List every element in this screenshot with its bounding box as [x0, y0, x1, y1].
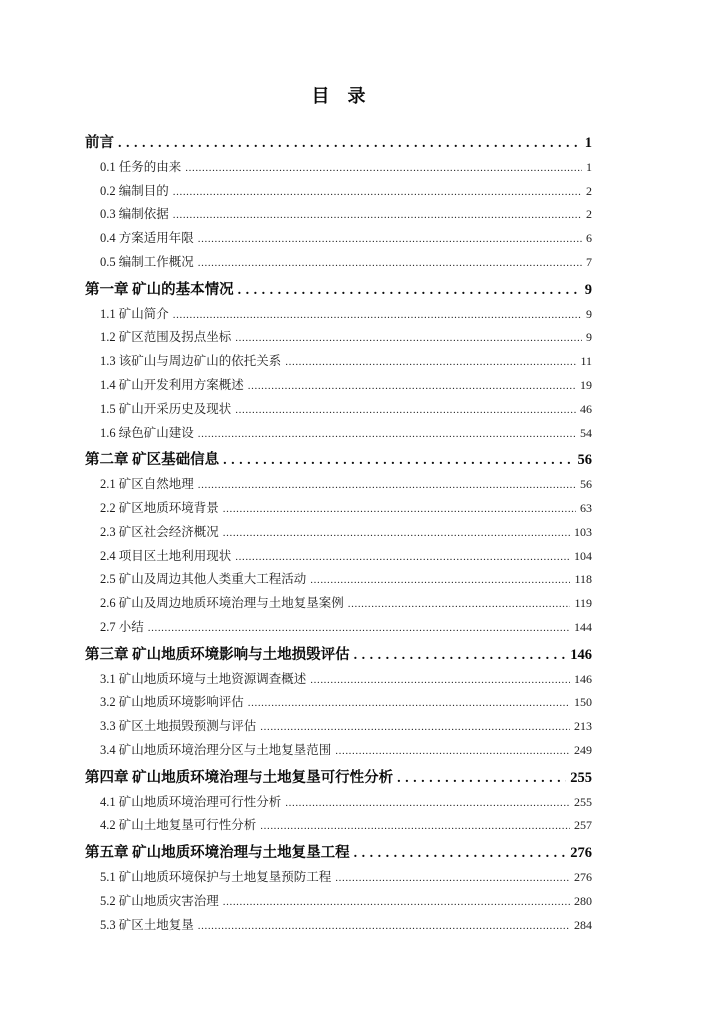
toc-row [85, 914, 592, 938]
toc-entry-label: 2.2 矿区地质环境背景 [100, 500, 219, 515]
toc-entry-label: 3.1 矿山地质环境与土地资源调查概述 [100, 671, 307, 686]
toc-row [85, 568, 592, 592]
toc-row [85, 156, 592, 180]
dot-leader [335, 866, 570, 890]
toc-list [85, 132, 592, 937]
toc-entry-label: 2.1 矿区自然地理 [100, 477, 194, 492]
dot-leader [223, 497, 576, 521]
toc-page-number: 2 [586, 183, 592, 198]
toc-entry-label: 2.6 矿山及周边地质环境治理与土地复垦案例 [100, 596, 344, 611]
toc-page-number: 9 [586, 306, 592, 321]
toc-page-number: 150 [574, 695, 592, 710]
toc-entry-label: 2.7 小结 [100, 619, 144, 634]
toc-entry-label: 1.4 矿山开发利用方案概述 [100, 377, 244, 392]
dot-leader [148, 616, 570, 640]
toc-page-number: 257 [574, 818, 592, 833]
dot-leader [223, 521, 570, 545]
dot-leader [354, 644, 567, 668]
toc-entry-label: 第四章 矿山地质环境治理与土地复垦可行性分析 [85, 769, 394, 786]
toc-row [85, 350, 592, 374]
dot-leader [198, 473, 576, 497]
dot-leader [260, 814, 570, 838]
toc-entry-label: 3.3 矿区土地损毁预测与评估 [100, 719, 257, 734]
dot-leader [285, 350, 576, 374]
toc-row [85, 715, 592, 739]
toc-entry-label: 3.4 矿山地质环境治理分区与土地复垦范围 [100, 742, 332, 757]
toc-page-number: 144 [574, 619, 592, 634]
toc-page-number: 9 [584, 281, 592, 298]
toc-page-number: 1 [586, 159, 592, 174]
dot-leader [354, 842, 567, 866]
toc-page-number: 118 [574, 572, 592, 587]
toc-page-number: 46 [580, 401, 592, 416]
toc-entry-label: 4.2 矿山土地复垦可行性分析 [100, 818, 257, 833]
toc-row [85, 227, 592, 251]
dot-leader [248, 374, 576, 398]
toc-row [85, 374, 592, 398]
toc-entry-label: 2.5 矿山及周边其他人类重大工程活动 [100, 572, 307, 587]
toc-row [85, 422, 592, 446]
toc-content [85, 86, 592, 937]
toc-entry-label: 4.1 矿山地质环境治理可行性分析 [100, 794, 282, 809]
toc-page-number: 103 [574, 524, 592, 539]
toc-row [85, 668, 592, 692]
toc-row [85, 545, 592, 569]
toc-page-number: 56 [580, 477, 592, 492]
toc-row [85, 739, 592, 763]
toc-row [85, 398, 592, 422]
toc-page-number: 104 [574, 548, 592, 563]
toc-entry-label: 第二章 矿区基础信息 [85, 452, 220, 469]
toc-entry-label: 5.3 矿区土地复垦 [100, 917, 194, 932]
dot-leader [335, 739, 570, 763]
dot-leader [198, 251, 582, 275]
toc-entry-label: 前言 [85, 135, 114, 151]
toc-page-number: 146 [574, 671, 592, 686]
dot-leader [223, 449, 573, 473]
dot-leader [223, 890, 570, 914]
toc-row [85, 842, 592, 866]
toc-entry-label: 第一章 矿山的基本情况 [85, 281, 234, 298]
toc-page-number: 276 [570, 845, 592, 862]
dot-leader [310, 668, 570, 692]
toc-row [85, 473, 592, 497]
toc-entry-label: 0.3 编制依据 [100, 207, 169, 222]
dot-leader [173, 203, 582, 227]
toc-entry-label: 1.5 矿山开采历史及现状 [100, 401, 232, 416]
toc-row [85, 644, 592, 668]
toc-row [85, 279, 592, 303]
dot-leader [173, 303, 582, 327]
toc-row [85, 791, 592, 815]
dot-leader [173, 180, 582, 204]
toc-page-number: 19 [580, 377, 592, 392]
toc-row [85, 767, 592, 791]
toc-row [85, 521, 592, 545]
dot-leader [235, 398, 576, 422]
toc-page-number: 11 [580, 354, 592, 369]
dot-leader [118, 132, 581, 156]
dot-leader [198, 914, 570, 938]
toc-page-number: 284 [574, 917, 592, 932]
toc-page-number: 249 [574, 742, 592, 757]
toc-entry-label: 2.4 项目区土地利用现状 [100, 548, 232, 563]
dot-leader [198, 227, 582, 251]
toc-row [85, 616, 592, 640]
toc-page-number: 276 [574, 869, 592, 884]
toc-row [85, 449, 592, 473]
toc-entry-label: 0.5 编制工作概况 [100, 254, 194, 269]
dot-leader [310, 568, 570, 592]
dot-leader [260, 715, 570, 739]
toc-row [85, 866, 592, 890]
toc-row [85, 592, 592, 616]
dot-leader [348, 592, 571, 616]
dot-leader [198, 422, 576, 446]
toc-page-number: 119 [574, 596, 592, 611]
toc-page-number: 63 [580, 500, 592, 515]
toc-entry-label: 0.1 任务的由来 [100, 159, 182, 174]
toc-page-number: 255 [574, 794, 592, 809]
toc-page-number: 255 [570, 769, 592, 786]
toc-page-number: 56 [577, 452, 592, 469]
toc-page-number: 1 [584, 135, 592, 151]
toc-row [85, 203, 592, 227]
toc-row [85, 180, 592, 204]
toc-entry-label: 第五章 矿山地质环境治理与土地复垦工程 [85, 845, 350, 862]
dot-leader [235, 326, 582, 350]
toc-row [85, 497, 592, 521]
dot-leader [185, 156, 582, 180]
toc-page-number: 54 [580, 425, 592, 440]
toc-entry-label: 3.2 矿山地质环境影响评估 [100, 695, 244, 710]
toc-row [85, 890, 592, 914]
toc-page-number: 146 [570, 646, 592, 663]
dot-leader [235, 545, 570, 569]
toc-entry-label: 5.1 矿山地质环境保护与土地复垦预防工程 [100, 869, 332, 884]
toc-entry-label: 1.2 矿区范围及拐点坐标 [100, 330, 232, 345]
toc-row [85, 691, 592, 715]
toc-entry-label: 1.3 该矿山与周边矿山的依托关系 [100, 354, 282, 369]
toc-row [85, 326, 592, 350]
toc-row [85, 303, 592, 327]
page-title: 目 录 [311, 86, 366, 106]
toc-entry-label: 第三章 矿山地质环境影响与土地损毁评估 [85, 646, 350, 663]
toc-entry-label: 0.4 方案适用年限 [100, 231, 194, 246]
dot-leader [248, 691, 570, 715]
toc-row [85, 814, 592, 838]
toc-row [85, 251, 592, 275]
toc-entry-label: 5.2 矿山地质灾害治理 [100, 893, 219, 908]
toc-page-number: 2 [586, 207, 592, 222]
toc-page-number: 280 [574, 893, 592, 908]
toc-entry-label: 1.1 矿山简介 [100, 306, 169, 321]
toc-page-number: 213 [574, 719, 592, 734]
toc-entry-label: 1.6 绿色矿山建设 [100, 425, 194, 440]
dot-leader [238, 279, 581, 303]
toc-page-number: 6 [586, 231, 592, 246]
toc-page-number: 9 [586, 330, 592, 345]
toc-row [85, 132, 592, 156]
dot-leader [397, 767, 566, 791]
toc-page-number: 7 [586, 254, 592, 269]
toc-entry-label: 0.2 编制目的 [100, 183, 169, 198]
dot-leader [285, 791, 570, 815]
toc-entry-label: 2.3 矿区社会经济概况 [100, 524, 219, 539]
